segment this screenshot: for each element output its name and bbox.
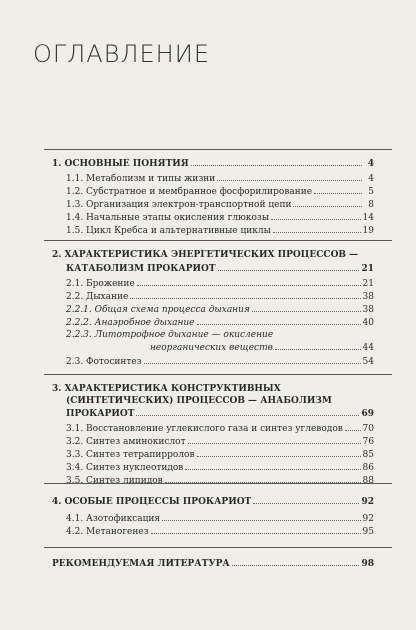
- divider: [44, 149, 392, 150]
- toc-entry: 3.2. Синтез аминокислот 76: [66, 437, 374, 447]
- toc-entry: 2. ХАРАКТЕРИСТИКА ЭНЕРГЕТИЧЕСКИХ ПРОЦЕССОВ —: [52, 250, 359, 260]
- divider: [44, 374, 392, 375]
- toc-entry: 3.3. Синтез тетрапирролов 85: [66, 450, 374, 460]
- toc-entry: 3.1. Восстановление углекислого газа и синтез углеводов 70: [66, 424, 374, 434]
- toc-entry: (СИНТЕТИЧЕСКИХ) ПРОЦЕССОВ — АНАБОЛИЗМ: [66, 396, 332, 406]
- toc-entry: 1.3. Организация электрон-транспортной цепи 8: [66, 200, 374, 210]
- toc-entry: 1.4. Начальные этапы окисления глюкозы 14: [66, 213, 374, 223]
- toc-entry: 1. ОСНОВНЫЕ ПОНЯТИЯ 4: [52, 159, 374, 169]
- toc-entry: 3.4. Синтез нуклеотидов 86: [66, 463, 374, 473]
- toc-entry: ПРОКАРИОТ 69: [66, 409, 374, 419]
- toc-entry: 4.2. Метаногенез 95: [66, 527, 374, 537]
- toc-entry: неорганических веществ 44: [150, 343, 374, 353]
- divider: [44, 240, 392, 241]
- divider: [44, 547, 392, 548]
- toc-entry: 3. ХАРАКТЕРИСТИКА КОНСТРУКТИВНЫХ: [52, 384, 281, 394]
- toc-entry: 3.5. Синтез липидов 88: [66, 476, 374, 486]
- toc-entry: 2.2. Дыхание 38: [66, 292, 374, 302]
- toc-entry: 4.1. Азотофиксация 92: [66, 514, 374, 524]
- toc-entry: 2.2.2. Анаэробное дыхание 40: [66, 318, 374, 328]
- toc-entry: РЕКОМЕНДУЕМАЯ ЛИТЕРАТУРА 98: [52, 559, 374, 569]
- toc-entry: 1.2. Субстратное и мембранное фосфорилирование 5: [66, 187, 374, 197]
- toc-entry: 1.5. Цикл Кребса и альтернативные циклы 19: [66, 226, 374, 236]
- page-title: ОГЛАВЛЕНИЕ: [33, 40, 210, 68]
- toc-entry: 1.1. Метаболизм и типы жизни 4: [66, 174, 374, 184]
- toc-entry: 2.2.3. Литотрофное дыхание — окисление: [66, 330, 274, 340]
- toc-entry: 2.3. Фотосинтез 54: [66, 357, 374, 367]
- toc-entry: КАТАБОЛИЗМ ПРОКАРИОТ 21: [66, 264, 374, 274]
- toc-entry: 2.2.1. Общая схема процесса дыхания 38: [66, 305, 374, 315]
- toc-entry: 2.1. Брожение 21: [66, 279, 374, 289]
- toc-entry: 4. ОСОБЫЕ ПРОЦЕССЫ ПРОКАРИОТ 92: [52, 497, 374, 507]
